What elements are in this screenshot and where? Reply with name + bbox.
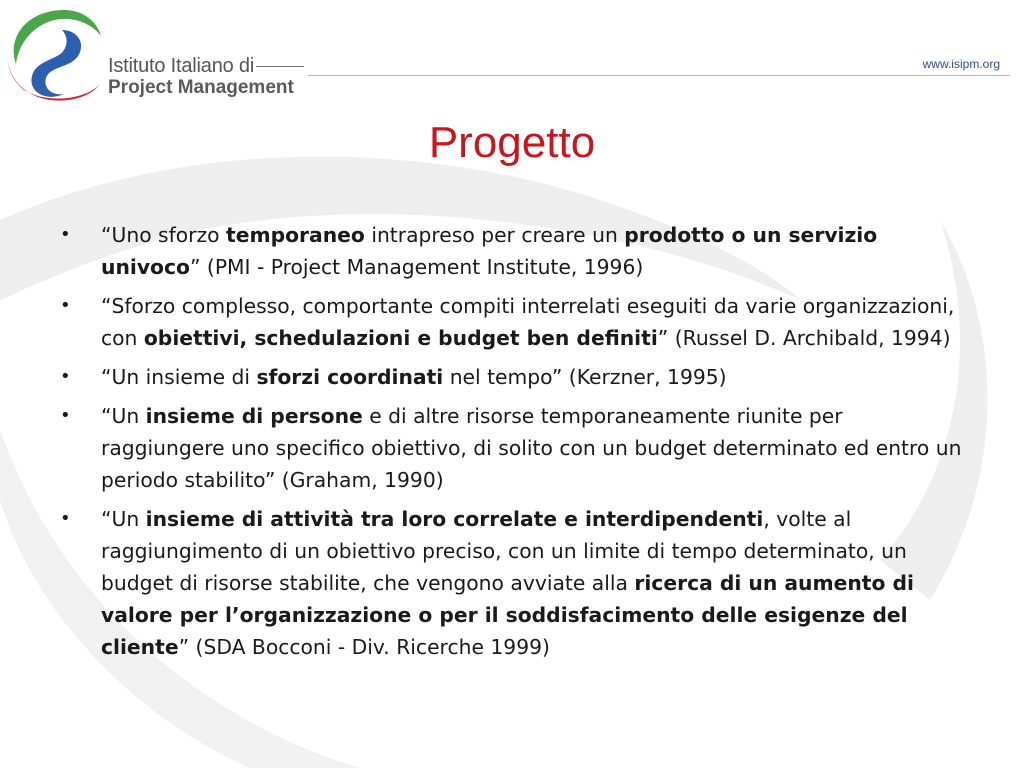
bullet-emphasis: insieme di persone bbox=[145, 404, 363, 428]
bullet-text: “Un bbox=[101, 404, 146, 428]
bullet-list bbox=[60, 219, 965, 670]
bullet-text: intrapreso per creare un bbox=[364, 223, 625, 247]
slide-title: Progetto bbox=[428, 118, 596, 167]
bullet-emphasis: obiettivi, schedulazioni e budget ben definiti bbox=[143, 326, 658, 350]
bullet-emphasis: ricerca di un aumento di valore per l’organizzazione o per il soddisfacimento delle esigenze del cliente bbox=[101, 571, 914, 659]
bullet-text: ” (Russel D. Archibald, 1994) bbox=[657, 326, 951, 350]
bullet-text: e di altre risorse temporaneamente riunite per raggiungere uno specifico obiettivo, di solito con un budget determinato ed entro un periodo stabilito” (Graham, 1990) bbox=[101, 404, 962, 492]
bullet-marker: • bbox=[60, 366, 71, 387]
bullet-emphasis: prodotto o un servizio univoco bbox=[101, 223, 878, 279]
bullet-text: nel tempo” (Kerzner, 1995) bbox=[443, 365, 727, 389]
bullet-marker: • bbox=[60, 224, 71, 245]
logo-line-2: Project Management bbox=[108, 77, 294, 98]
bullet-item bbox=[60, 503, 965, 663]
bullet-text: , volte al raggiungimento di un obiettivo preciso, con un limite di tempo determinato, un budget di risorse stabilite, che vengono avviate alla bbox=[101, 507, 907, 595]
bullet-text: “Un insieme di bbox=[101, 365, 257, 389]
bullet-item bbox=[60, 290, 965, 354]
logo-wordmark bbox=[108, 55, 304, 99]
bullet-text: “Un bbox=[101, 507, 146, 531]
bullet-item bbox=[60, 400, 965, 496]
website-url[interactable]: www.isipm.org bbox=[922, 57, 1000, 71]
bullet-text: “Sforzo complesso, comportante compiti interrelati eseguiti da varie organizzazioni, con bbox=[101, 294, 955, 350]
bullet-marker: • bbox=[60, 508, 71, 529]
bullet-marker: • bbox=[60, 295, 71, 316]
bullet-text: “Uno sforzo bbox=[101, 223, 227, 247]
bullet-item bbox=[60, 219, 965, 283]
bullet-item bbox=[60, 361, 965, 393]
bullet-marker: • bbox=[60, 405, 71, 426]
bullet-emphasis: temporaneo bbox=[226, 223, 365, 247]
bullet-text: ” (SDA Bocconi - Div. Ricerche 1999) bbox=[178, 635, 550, 659]
bullet-emphasis: insieme di attività tra loro correlate e interdipendenti bbox=[145, 507, 764, 531]
bullet-emphasis: sforzi coordinati bbox=[256, 365, 444, 389]
bullet-text: ” (PMI - Project Management Institute, 1996) bbox=[189, 255, 644, 279]
logo-line-1: Istituto Italiano di bbox=[108, 55, 255, 77]
header-divider bbox=[308, 75, 1010, 76]
isipm-logo-icon bbox=[6, 4, 106, 104]
